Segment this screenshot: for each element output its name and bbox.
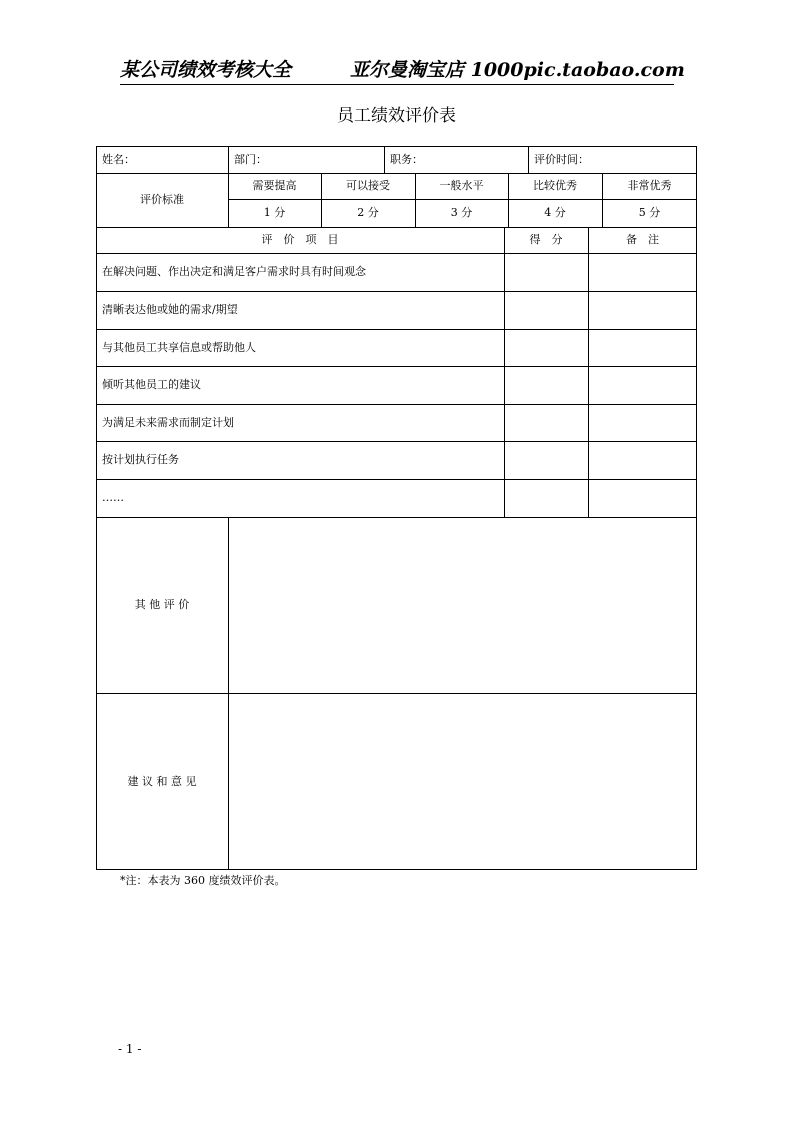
items-header-score: 得 分 (529, 233, 563, 246)
suggestion-area[interactable] (228, 693, 697, 870)
remark-cell[interactable] (588, 441, 697, 479)
level-name: 非常优秀 (627, 179, 672, 192)
items-header-item: 评 价 项 目 (261, 233, 339, 246)
remark-cell[interactable] (588, 253, 697, 291)
remark-cell[interactable] (588, 479, 697, 517)
rating-standard-label: 评价标准 (140, 193, 184, 206)
score-cell[interactable] (504, 291, 588, 329)
running-header (120, 58, 685, 85)
score-cell[interactable] (504, 366, 588, 404)
name-field[interactable]: 姓名： (102, 152, 135, 166)
evaluation-item: 与其他员工共享信息或帮助他人 (102, 340, 256, 354)
level-score: 1 分 (263, 206, 286, 219)
other-evaluation-area[interactable] (228, 517, 697, 693)
department-field[interactable]: 部门： (234, 152, 267, 166)
level-score: 5 分 (638, 206, 661, 219)
evaluation-item: 清晰表达他或她的需求/期望 (102, 303, 238, 316)
level-score: 4 分 (544, 206, 566, 219)
score-cell[interactable] (504, 253, 588, 291)
remark-cell[interactable] (588, 366, 697, 404)
eval-time-field[interactable]: 评价时间： (534, 152, 589, 166)
score-cell[interactable] (504, 479, 588, 517)
remark-cell[interactable] (588, 404, 697, 441)
level-score: 2 分 (357, 206, 379, 219)
level-name: 一般水平 (439, 179, 484, 192)
evaluation-item: …… (102, 491, 124, 504)
header-company-title: 某公司绩效考核大全 (120, 59, 292, 81)
evaluation-item: 为满足未来需求而制定计划 (102, 415, 234, 429)
other-evaluation-label: 其 他 评 价 (134, 598, 190, 611)
document-title: 员工绩效评价表 (337, 106, 456, 126)
level-score: 3 分 (450, 206, 473, 219)
suggestion-label: 建 议 和 意 见 (127, 774, 197, 788)
footnote: *注：本表为 360 度绩效评价表。 (120, 874, 286, 887)
items-header-remark: 备 注 (626, 233, 659, 246)
position-field[interactable]: 职务： (390, 152, 423, 166)
header-shop-name: 亚尔曼淘宝店 1000pic.taobao.com (350, 59, 685, 81)
evaluation-item: 倾听其他员工的建议 (102, 378, 201, 391)
level-name: 需要提高 (252, 179, 297, 192)
score-cell[interactable] (504, 404, 588, 441)
level-name: 可以接受 (346, 179, 390, 192)
level-name: 比较优秀 (533, 179, 577, 192)
evaluation-item: 在解决问题、作出决定和满足客户需求时具有时间观念 (102, 265, 366, 278)
remark-cell[interactable] (588, 291, 697, 329)
score-cell[interactable] (504, 441, 588, 479)
page-number: - 1 - (118, 1042, 142, 1056)
evaluation-item: 按计划执行任务 (102, 453, 179, 466)
remark-cell[interactable] (588, 329, 697, 366)
score-cell[interactable] (504, 329, 588, 366)
